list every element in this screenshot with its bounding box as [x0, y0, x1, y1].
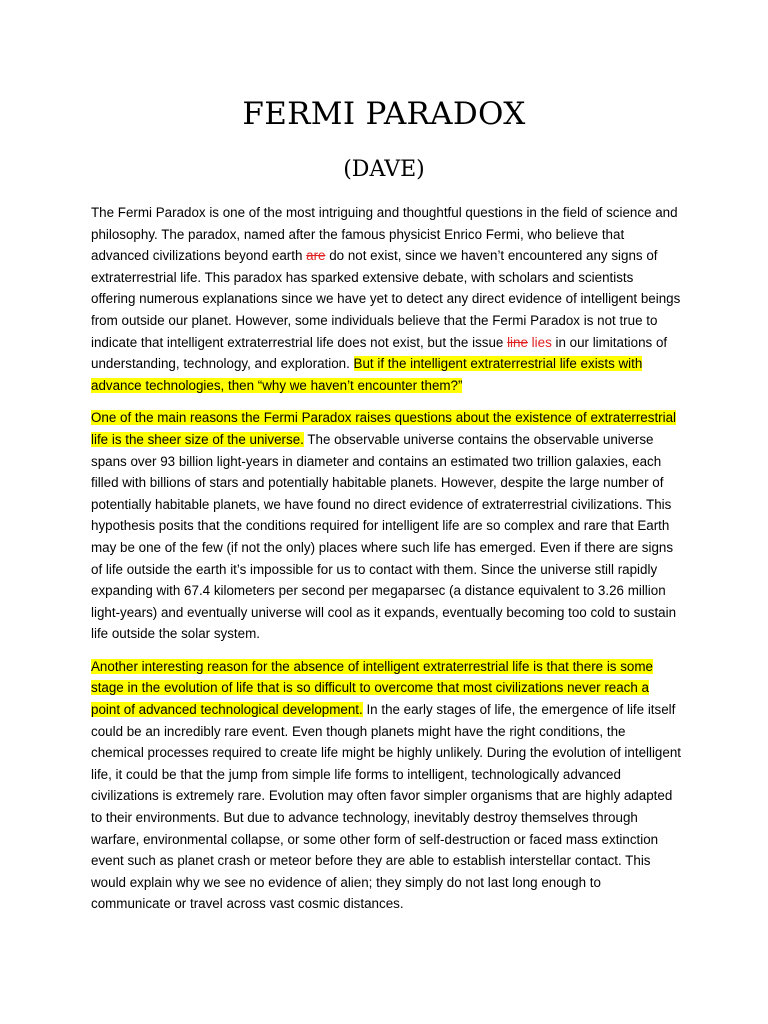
document-subtitle: (DAVE) — [343, 157, 425, 182]
document-body — [91, 202, 681, 926]
body-text-run: The Fermi Paradox is one of the most intriguing and thoughtful questions in the field of science and philosophy. The paradox, named after the famous physicist Enrico Fermi, who believe that advanced civilizations beyond earth — [91, 205, 678, 264]
highlighted-text: One of the main reasons the Fermi Paradox raises questions about the existence of extraterrestrial life is the sheer size of the universe. — [91, 410, 677, 447]
paragraph-3 — [91, 656, 681, 915]
document-title: FERMI PARADOX — [242, 96, 526, 132]
deleted-text: are — [306, 248, 326, 264]
deleted-text: line — [507, 334, 528, 350]
body-text-run: In the early stages of life, the emergence of life itself could be an incredibly rare event. Even though planets might have the right conditions, the chemical processes required to create life might be highly unlikely. During the evolution of intelligent life, it could be that the jump from simple life forms to intelligent, technologically advanced civilizations is extremely rare. Evolution may often favor simpler organisms that are highly adapted to their environments. But due to advance technology, inevitably destroy themselves through warfare, environmental collapse, or some other form of self-destruction or faced mass extinction event such as planet crash or meteor before they are able to establish interstellar contact. This would explain why we see no evidence of alien; they simply do not last long enough to communicate or travel across vast cosmic distances. — [91, 702, 681, 912]
highlighted-text: Another interesting reason for the absence of intelligent extraterrestrial life is that there is some stage in the evolution of life that is so difficult to overcome that most civilizations never reach a point of advanced technological development. — [91, 658, 653, 718]
paragraph-2 — [91, 407, 681, 645]
inserted-text: lies — [531, 334, 552, 350]
highlighted-text: But if the intelligent extraterrestrial life exists with advance technologies, then “why we haven’t encounter them?” — [91, 356, 643, 393]
body-text-run: The observable universe contains the observable universe spans over 93 billion light-years in diameter and contains an estimated two trillion galaxies, each filled with billions of stars and potentially habitable planets. However, despite the large number of potentially habitable planets, we have found no direct evidence of extraterrestrial civilizations. This hypothesis posits that the conditions required for intelligent life are so complex and rare that Earth may be one of the few (if not the only) places where such life has emerged. Even if there are signs of life outside the earth it’s impossible for us to contact with them. Since the universe still rapidly expanding with 67.4 kilometers per second per megaparsec (a distance equivalent to 3.26 million light-years) and eventually universe will cool as it expands, eventually becoming too cold to sustain life outside the solar system. — [91, 431, 677, 642]
body-text-run: do not exist, since we haven’t encountered any signs of extraterrestrial life. This paradox has sparked extensive debate, with scholars and scientists offering numerous explanations since we have yet to detect any direct evidence of intelligent beings from outside our planet. However, some individuals believe that the Fermi Paradox is not true to indicate that intelligent extraterrestrial life does not exist, but the issue — [91, 248, 681, 350]
body-text-run: in our limitations of understanding, technology, and exploration. — [91, 334, 668, 372]
paragraph-1 — [91, 202, 681, 396]
